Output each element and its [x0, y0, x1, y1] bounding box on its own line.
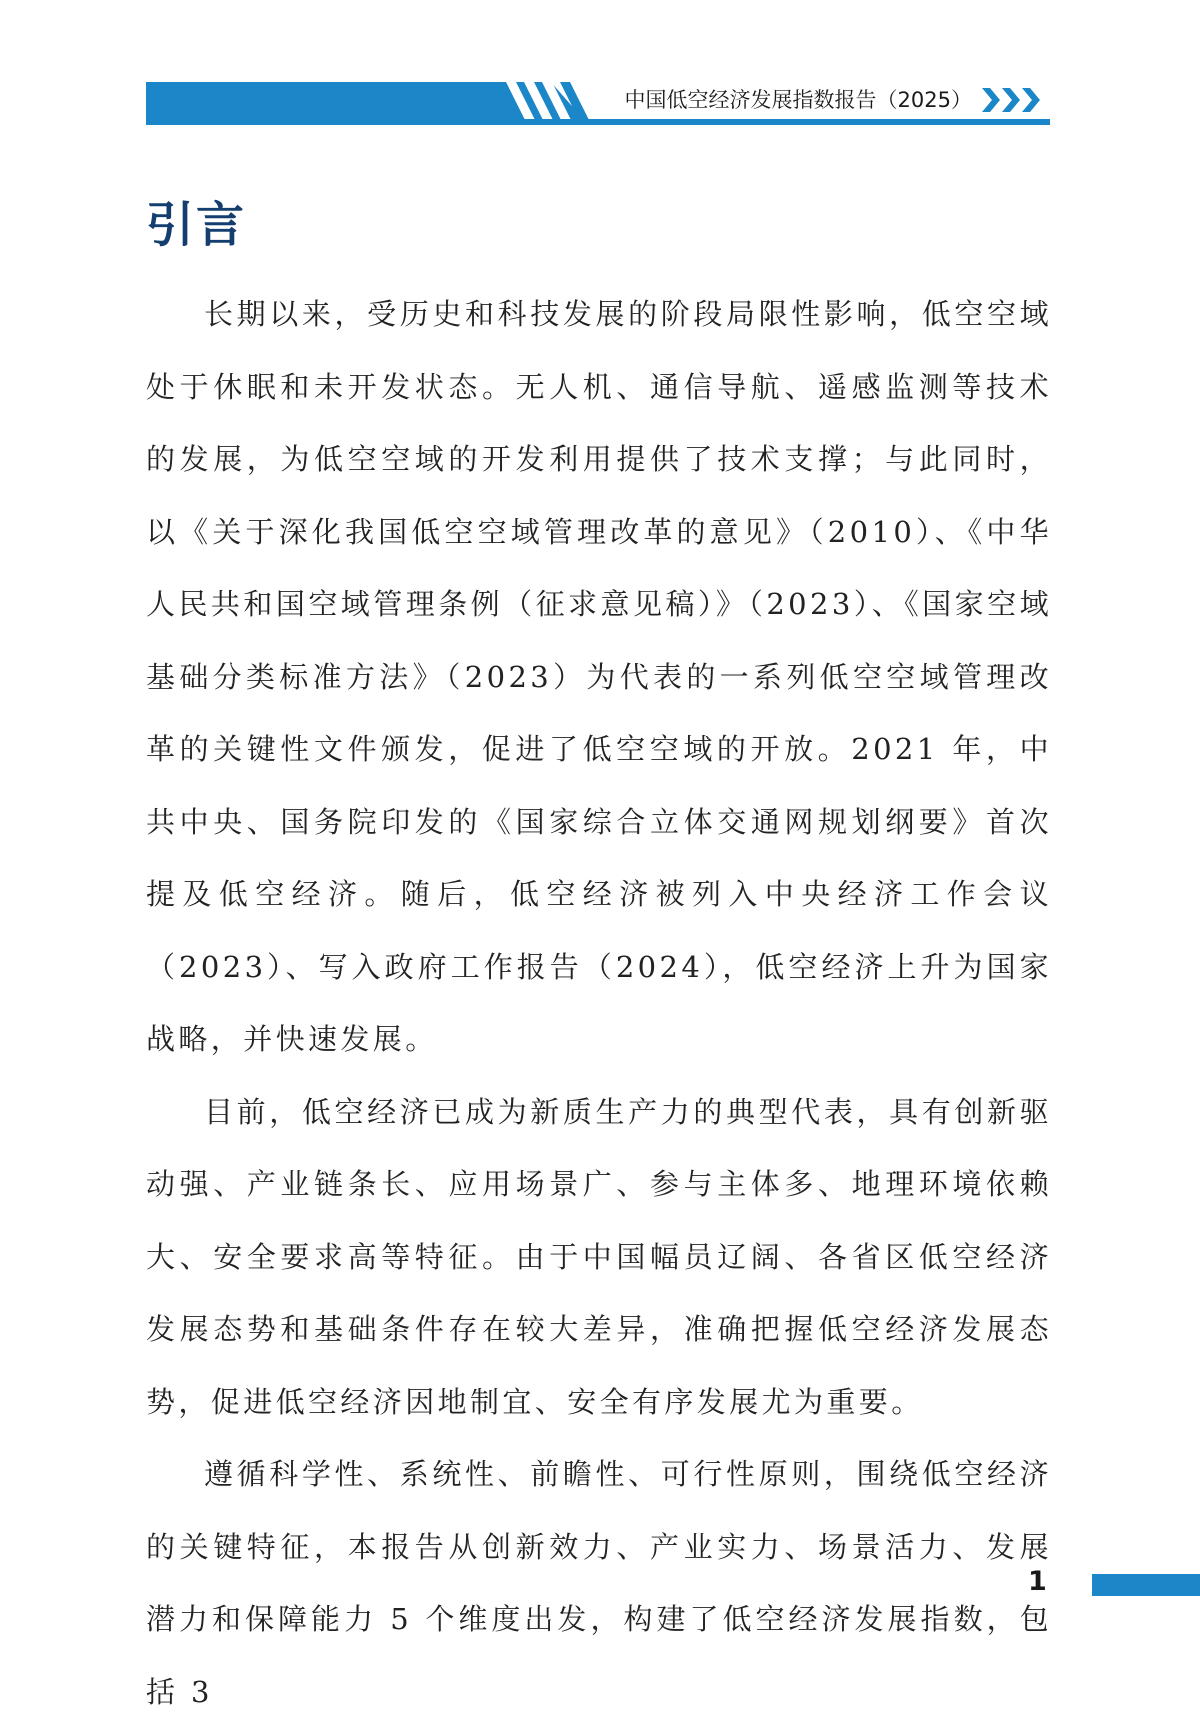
page-number: 1: [1028, 1566, 1047, 1597]
paragraph: 目前，低空经济已成为新质生产力的典型代表，具有创新驱动强、产业链条长、应用场景广、参与主体多、地理环境依赖大、安全要求高等特征。由于中国幅员辽阔、各省区低空经济发展态势和基础条件存在较大差异，准确把握低空经济发展态势，促进低空经济因地制宜、安全有序发展尤为重要。: [146, 1094, 1052, 1419]
header-stripes-decoration: [506, 82, 596, 122]
paragraph: 长期以来，受历史和科技发展的阶段局限性影响，低空空域处于休眠和未开发状态。无人机、通信导航、遥感监测等技术的发展，为低空空域的开发利用提供了技术支撑；与此同时，以《关于深化我国低空空域管理改革的意见》（2010）、《中华人民共和国空域管理条例（征求意见稿）》（2023）、《国家空域基础分类标准方法》（2023）为代表的一系列低空空域管理改革的关键性文件颁发，促进了低空空域的开放。2021 年，中共中央、国务院印发的《国家综合立体交通网规划纲要》首次提及低空经济。随后，低空经济被列入中央经济工作会议（2023）、写入政府工作报告（2024），低空经济上升为国家战略，并快速发展。: [146, 297, 1052, 1056]
footer-accent-bar: [1092, 1574, 1200, 1596]
page-header: [146, 80, 1050, 125]
header-underline: [146, 119, 1050, 125]
paragraph: 遵循科学性、系统性、前瞻性、可行性原则，围绕低空经济的关键特征，本报告从创新效力、产业实力、场景活力、发展潜力和保障能力 5 个维度出发，构建了低空经济发展指数，包括 3: [146, 1457, 1052, 1709]
report-title: 中国低空经济发展指数报告（2025）: [624, 88, 972, 112]
triple-chevron-right-icon: [982, 86, 1046, 114]
body-text: [146, 278, 1052, 1728]
section-heading: 引言: [146, 197, 247, 253]
